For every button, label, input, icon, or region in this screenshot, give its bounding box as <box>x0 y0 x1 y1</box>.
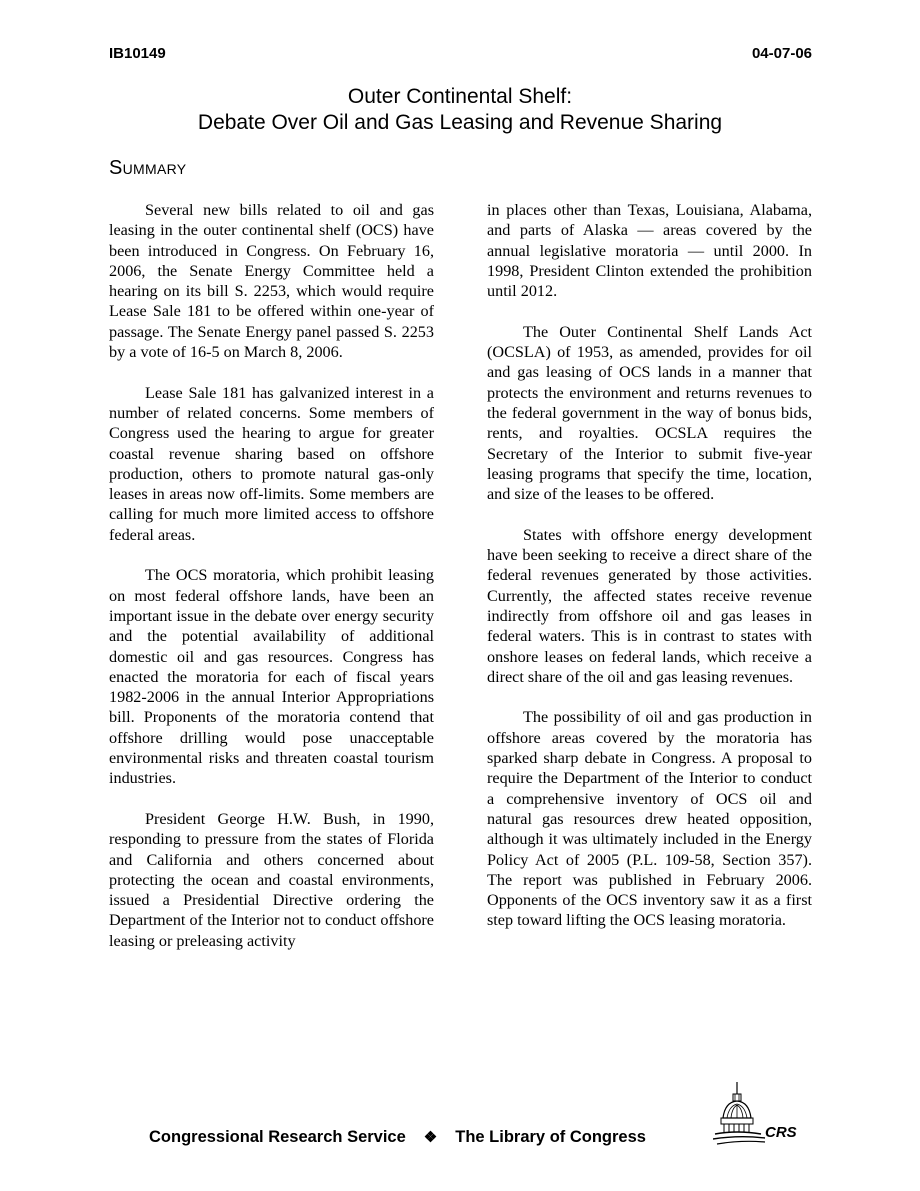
paragraph: President George H.W. Bush, in 1990, responding to pressure from the states of Florida and California and others concerned about protecting the ocean and coastal environments, issued a Presidential Directive ordering the Department of the Interior not to conduct offshore leasing or preleasing activity <box>109 809 434 950</box>
title-line-1: Outer Continental Shelf: <box>347 85 573 108</box>
paragraph: Several new bills related to oil and gas leasing in the outer continental shelf (OCS) have been introduced in Congress. On February 16, 2006, the Senate Energy Committee held a hearing on its bill S. 2253, which would require Lease Sale 181 to be offered within one-year of passage. The Senate Energy panel passed S. 2253 by a vote of 16-5 on March 8, 2006. <box>109 201 434 362</box>
report-date: 04-07-06 <box>751 45 812 62</box>
footer <box>149 1126 646 1149</box>
footer-library: The Library of Congress <box>455 1128 646 1146</box>
right-column <box>487 200 812 951</box>
paragraph: The Outer Continental Shelf Lands Act (OCSLA) of 1953, as amended, provides for oil and gas leasing of OCS lands in a manner that protects the environment and returns revenues to the federal government in the way of bonus bids, rents, and royalties. OCSLA requires the Secretary of the Interior to submit five-year leasing programs that specify the time, location, and size of the leases to be offered. <box>487 322 812 504</box>
crs-logo-text: CRS <box>765 1124 797 1141</box>
report-id: IB10149 <box>109 45 166 62</box>
section-heading: Summary <box>109 157 187 179</box>
paragraph: in places other than Texas, Louisiana, Alabama, and parts of Alaska — areas covered by the annual legislative moratoria — until 2000. In 1998, President Clinton extended the prohibition until 2012. <box>487 201 812 301</box>
footer-org: Congressional Research Service <box>149 1128 406 1146</box>
title-line-2: Debate Over Oil and Gas Leasing and Revenue Sharing <box>197 111 723 134</box>
left-column <box>109 200 434 971</box>
capitol-dome-icon <box>713 1080 813 1150</box>
paragraph: States with offshore energy development have been seeking to receive a direct share of the federal revenues generated by those activities. Currently, the affected states receive revenue indirectly from offshore oil and gas leases in federal waters. This is in contrast to states with onshore leases on federal lands, which receive a direct share of the oil and gas leasing revenues. <box>487 525 812 686</box>
paragraph: The possibility of oil and gas production in offshore areas covered by the moratoria has sparked sharp debate in Congress. A proposal to require the Department of the Interior to conduct a comprehensive inventory of OCS oil and natural gas resources drew heated opposition, although it was ultimately included in the Energy Policy Act of 2005 (P.L. 109-58, Section 357). The report was published in February 2006. Opponents of the OCS inventory saw it as a first step toward lifting the OCS leasing moratoria. <box>487 708 812 930</box>
paragraph: The OCS moratoria, which prohibit leasing on most federal offshore lands, have been an important issue in the debate over energy security and the potential availability of additional domestic oil and gas resources. Congress has enacted the moratoria for each of fiscal years 1982-2006 in the annual Interior Appropriations bill. Proponents of the moratoria contend that offshore drilling would pose unacceptable environmental risks and threaten coastal tourism industries. <box>109 566 434 788</box>
page-title <box>0 84 920 136</box>
paragraph: Lease Sale 181 has galvanized interest in a number of related concerns. Some members of Congress used the hearing to argue for greater coastal revenue sharing based on offshore production, others to promote natural gas-only leases in areas now off-limits. Some members are calling for much more limited access to offshore federal areas. <box>109 383 434 544</box>
footer-separator-icon: ❖ <box>423 1129 438 1146</box>
